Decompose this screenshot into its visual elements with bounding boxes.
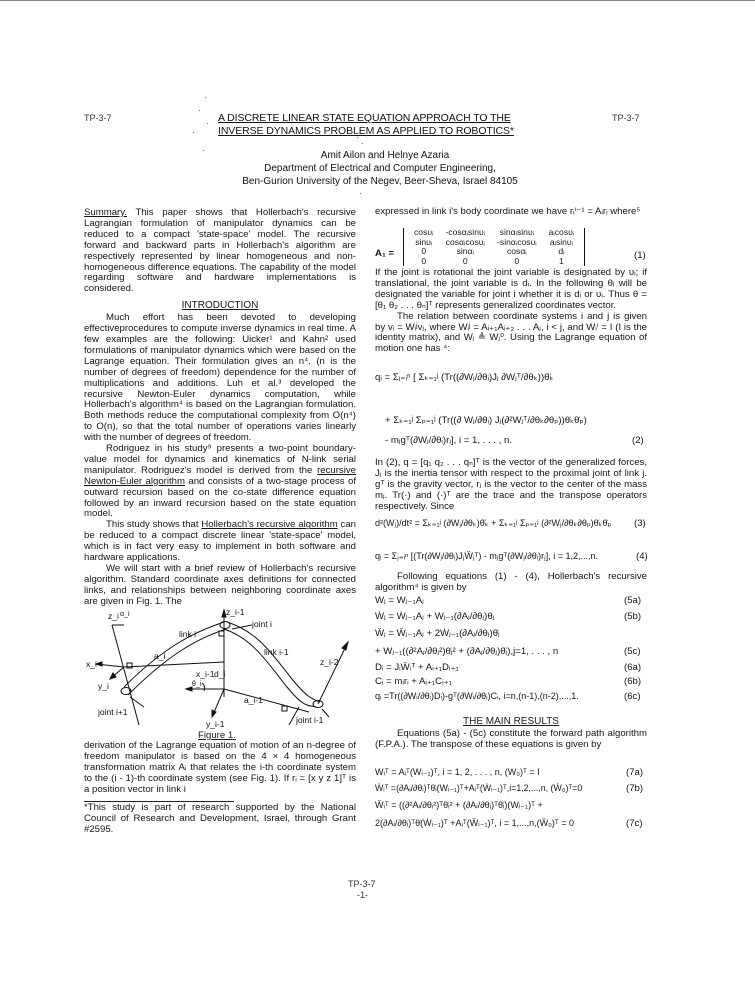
header-code-right: TP-3-7 [612,113,640,123]
after-figure-paragraph: derivation of the Lagrange equation of motion of an n-degree of freedom manipulator is based on the 4 × 4 homogeneous transformation matrix Aᵢ that relates the i-th coordinate system to the (i - 1)-th coordinate system (see Fig. 1). If rᵢ = [x y z 1]ᵀ is a position vector in link i [84,740,356,795]
eq2-line2: + Σₖ₌₁ʲ Σₚ₌₁ʲ (Tr((∂ Wⱼ/∂θᵢ) Jⱼ(∂²Wⱼᵀ/∂θₖ∂θₚ))θ̇ₖθ̇ₚ) [385,415,587,426]
introduction-heading: INTRODUCTION [181,300,259,312]
top-border [0,0,755,1]
summary-text: This paper shows that Hollerbach's recursive Lagrangian formulation of manipulator dynamics can be reduced to a compact 'state-space' model. The recursive forward and backward parts in Hollerbach's algorithm are respectively represented by linear homogeneous and non-homogeneous difference equations. The capability of the model regarding software and hardware implementations is considered. [84,207,356,295]
eq5b: Ẇⱼ = Ẇⱼ₋₁Aⱼ + Wⱼ₋₁(∂Aⱼ/∂θⱼ)θⱼ [375,611,495,622]
header-code-left: TP-3-7 [84,113,112,123]
eq7a-number: (7a) [626,767,644,778]
authors: Amit Ailon and Helnye Azaria [320,150,450,161]
transformation-matrix: cosυᵢ -cosαᵢsinυᵢ sinαᵢsinυᵢ aᵢcosυᵢ sinυᵢ cosαᵢcosυᵢ -sinαᵢcosυᵢ aᵢsinυᵢ 0 sinαᵢ cosαᵢ dᵢ 0 0 0 1 [403,228,585,266]
label-joint-i-plus-1: joint i+1 [98,707,128,717]
eq7a: Wᵢᵀ = Aᵢᵀ(Wᵢ₋₁)ᵀ, i = 1, 2, . . . , n, (W₀)ᵀ = I [375,767,540,777]
left-column-after-figure [84,741,356,796]
eq5c-line2: + Wⱼ₋₁((∂²Aⱼ/∂θⱼ²)θ̇ⱼ² + (∂Aⱼ/∂θⱼ)θ̈ⱼ),j=1, . . . , n [375,646,559,657]
footnote-text: *This study is part of research supported by the National Council of Research and Development, Israel, through Grant #2595. [84,802,356,835]
newton-euler-link-text: recursive Newton-Euler algorithm [84,464,356,487]
label-a-i: a_i [154,651,166,661]
eq6b: Cᵢ = mᵢrᵢ + Aᵢ₊₁Cᵢ₊₁ [375,676,452,687]
eq7c-line2: 2(∂Aᵢ/∂θᵢ)ᵀθ̇(Ẇᵢ₋₁)ᵀ +Aᵢᵀ(Ẅᵢ₋₁)ᵀ, i = 1,...,n,(Ẅ₀)ᵀ = 0 [375,818,575,828]
eq3-number: (3) [634,518,646,529]
eq3: d²(Wⱼ)/dt² = Σₖ₌₁ʲ (∂Wⱼ/∂θₖ)θ̈ₖ + Σₖ₌₁ʲ Σₚ₌₁ʲ (∂²Wⱼ/∂θₖ∂θₚ)θ̇ₖθ̇ₚ [375,518,612,528]
summary-label: Summary. [84,207,127,218]
right-p2-p3 [375,268,647,355]
label-y-i-1: y_i-1 [206,719,225,729]
eq5c-line1: Ẅⱼ = Ẅⱼ₋₁Aⱼ + 2Ẇⱼ₋₁(∂Aⱼ/∂θⱼ)θ̇ⱼ [375,628,500,639]
page-number: -1- [357,890,368,900]
eq6a: Dᵢ = JᵢẄᵢᵀ + Aᵢ₊₁Dᵢ₊₁ [375,662,459,673]
label-a-i-1: a_i-1 [244,695,263,705]
summary-paragraph [84,208,356,295]
label-alpha-i: α_i [120,611,130,618]
intro-paragraph-2: Rodriguez in his study⁹ presents a two-point boundary-value model for dynamics and kinematics of N-link serial manipulator. Rodriguez's model is derived from the recursive Newton-Euler algorithm and consists of a two-stage process of outward recursion based on the co-state difference equation followed by an inward recursion based on the state equation model. [84,443,356,520]
left-column [84,208,356,608]
eq7b-number: (7b) [626,783,644,794]
label-di: d_i [214,669,226,679]
eq7c-line1: Ẅᵢᵀ = ((∂²Aᵢ/∂θᵢ²)ᵀθ̇ᵢ² + (∂Aᵢ/∂θᵢ)ᵀθ̈ᵢ)(Wᵢ₋₁)ᵀ + [375,800,543,810]
intro-paragraph-4: We will start with a brief review of Hollerbach's recursive algorithm. Standard coordinate axes definitions for connected links, and relationships between neighboring coordinate axes are given in Fig. 1. The [84,563,356,607]
label-link-i: link i [179,629,197,639]
label-xi: x_i [86,659,97,669]
title-line-2: INVERSE DYNAMICS PROBLEM AS APPLIED TO ROBOTICS* [218,125,514,137]
eq6c: qᵢ =Tr((∂Wᵢ/∂θᵢ)Dᵢ)-gᵀ(∂Wᵢ/∂θᵢ)Cᵢ, i=n,(n-1),(n-2),...,1. [375,691,579,701]
eq5b-number: (5b) [624,611,642,622]
main-results-heading: THE MAIN RESULTS [463,716,559,727]
eq4: qᵢ = Σⱼ₌ᵢⁿ [(Tr(∂Wⱼ/∂θᵢ)JⱼẄⱼᵀ) - mⱼgᵀ(∂Wⱼ/∂θᵢ)rⱼ], i = 1,2,...,n. [375,551,599,561]
figure-caption: Figure 1. [198,730,236,741]
eq7b: Ẇᵢᵀ =(∂Aᵢ/∂θᵢ)ᵀθ̇ᵢ(Wᵢ₋₁)ᵀ+Aᵢᵀ(Ẇᵢ₋₁)ᵀ,i=1,2,...,n, (Ẇ₀)ᵀ=0 [375,783,583,793]
label-zi-1: z_i-1 [226,607,245,617]
matrix-label: A₁ = [375,248,395,259]
hollerbach-link-text: Hollerbach's recursive algorithm [201,519,338,531]
eq5c-number: (5c) [624,646,641,657]
label-theta-i: θ_i [192,681,202,688]
label-yi: y_i [98,681,109,691]
intro-paragraph-3: This study shows that Hollerbach's recursive algorithm can be reduced to a compact discrete linear 'state-space' model, which is in fact very easy to implement in both software and hardware applications. [84,519,356,564]
eq4-number: (4) [636,551,648,562]
footer-code: TP-3-7 [348,879,376,889]
eq1-number: (1) [634,250,646,261]
university: Ben-Gurion University of the Negev, Beer-Sheva, Israel 84105 [242,176,518,187]
label-link-i-1: link i-1 [264,647,289,657]
eq2-line1: qᵢ = Σⱼ₌ᵢⁿ [ Σₖ₌₁ʲ (Tr((∂Wⱼ/∂θᵢ)Jⱼ ∂Wⱼᵀ/∂θₖ))θ̈ₖ [375,372,554,383]
label-zi-2: z_i-2 [320,657,339,667]
label-zi: z_i [108,611,119,621]
right-p1: expressed in link i's body coordinate we have rᵢⁱ⁻¹ = Aᵢrᵢ where⁵ [375,206,641,217]
label-xi-1: x_i-1 [196,669,215,679]
eq6b-number: (6b) [624,676,642,687]
title-line-1: A DISCRETE LINEAR STATE EQUATION APPROACH TO THE [218,112,511,124]
eq5a-number: (5a) [624,595,642,606]
department: Department of Electrical and Computer Engineering, [264,163,496,174]
right-p3: The relation between coordinate systems i and j is given by vᵢ = Wᵢʲvⱼ, where Wᵢʲ = Aᵢ₊₁Aᵢ₊₂ . . . Aⱼ, i < j, and Wᵢⁱ = I (I is the identity matrix), and Wⱼ ≜ Wⱼ⁰. Using the Lagrange equation of motion one has ⁴: [375,310,647,355]
right-p2: If the joint is rotational the joint variable is designated by υᵢ; if translational, the joint variable is dᵢ. In the following θᵢ will be designated the variable for joint i whether it is dᵢ or υᵢ. Thus θ = [θ₁ θ₂ . . . θₙ]ᵀ represents generalized coordinates vector. [375,267,647,311]
eq6c-number: (6c) [624,691,641,702]
footnote [84,803,356,836]
right-p5: Following equations (1) - (4), Hollerbach's recursive algorithm⁴ is given by [375,571,647,593]
eq2-line3: - mⱼgᵀ(∂Wⱼ/∂θᵢ)rⱼ], i = 1, . . . , n. [385,435,513,446]
figure-1 [84,607,364,732]
label-joint-i-minus-1: joint i-1 [296,715,324,725]
label-joint-i: joint i [252,619,272,629]
intro-paragraph-1: Much effort has been devoted to developing effectiveprocedures to compute inverse dynamics in real time. A few examples are the following: Uicker¹ and Kahn² used formulations of manipulator dynamics which were based on the Lagrange equation. Their formulation gives an n⁴. (n is the number of degrees of freedom) dependence for the number of multiplications and additions. Luh et al.³ developed the recursive Newton-Euler dynamics computation, while Hollerbach's algorithm⁴ is based on the Lagrangian formulation. Both methods reduce the computational complexity from O(n⁴) to O(n), so that the total number of operations varies linearly with the number of degrees of freedom. [84,312,356,444]
right-p4: In (2), q = [q₁ q₂ . . . qₙ]ᵀ is the vector of the generalized forces, Jⱼ is the inertia tensor with respect to the proximal joint of link j. gᵀ is the gravity vector, rⱼ is the vector to the center of the mass mⱼ. Tr(·) and (·)ᵀ are the trace and the transpose operators respectively. Since [375,457,647,512]
right-p6: Equations (5a) - (5c) constitute the forward path algorithm (F.P.A.). The transpose of these equations is given by [375,728,647,750]
eq2-number: (2) [632,435,644,446]
eq6a-number: (6a) [624,662,642,673]
eq7c-number: (7c) [626,818,643,829]
eq5a: Wⱼ = Wⱼ₋₁Aⱼ [375,595,424,606]
